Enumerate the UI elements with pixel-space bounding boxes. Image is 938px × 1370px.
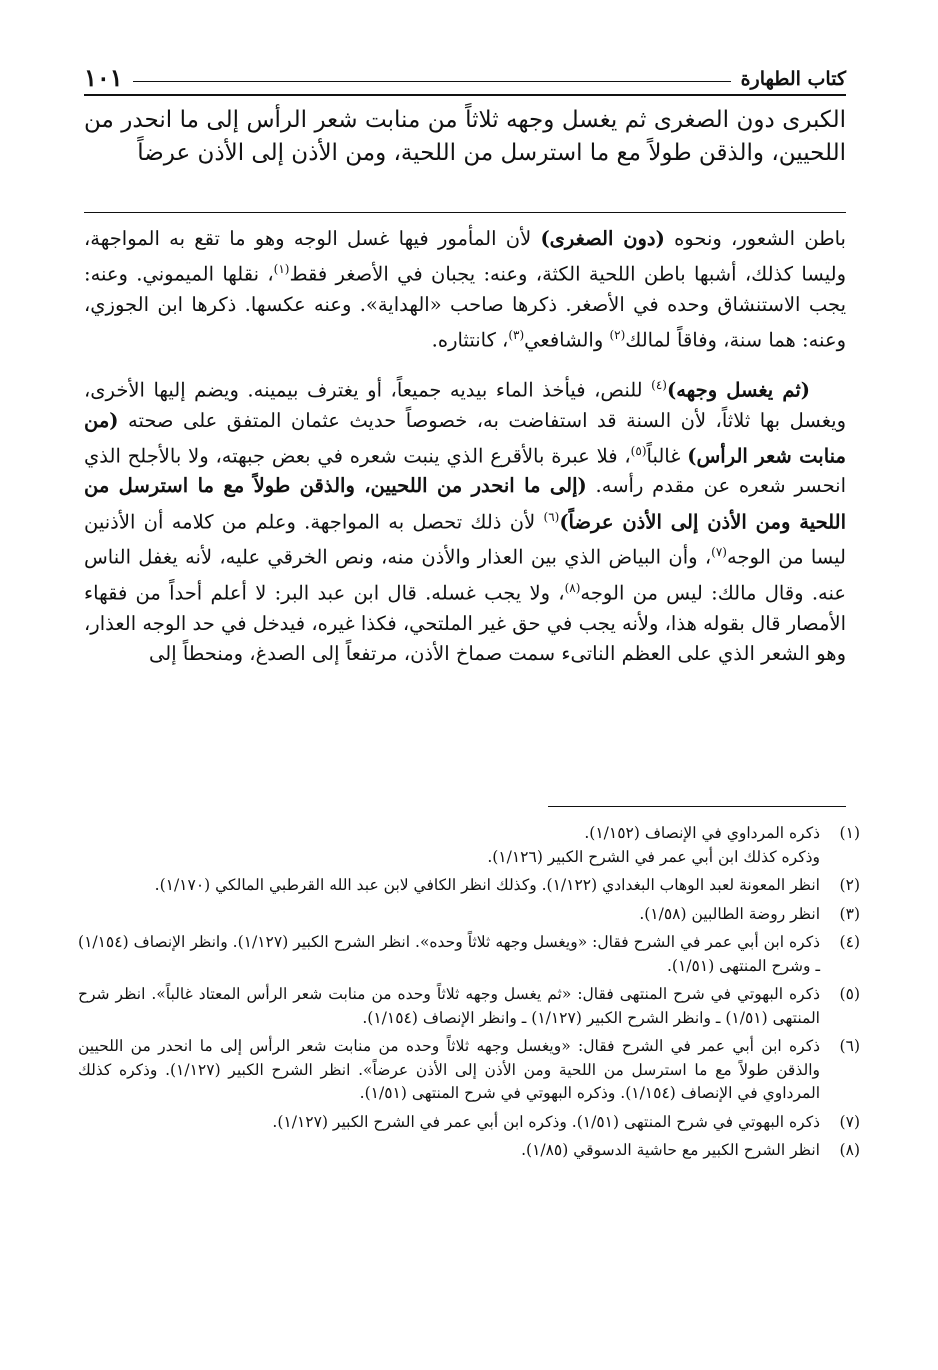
footnote-text: انظر الشرح الكبير مع حاشية الدسوقي (١/٨٥).	[521, 1141, 820, 1159]
commentary-paragraph-2	[84, 370, 846, 669]
book-title: كتاب الطهارة	[740, 68, 846, 90]
footnote-number: (٨)	[839, 1141, 860, 1159]
footnote	[78, 983, 860, 1030]
text-segment: والشافعي	[524, 328, 610, 352]
footnotes	[78, 822, 860, 1168]
footnote-line: وذكره كذلك ابن أبي عمر في الشرح الكبير (١/١٢٦).	[487, 847, 820, 866]
footnote-text: انظر روضة الطالبين (١/٥٨).	[639, 904, 820, 923]
main-text: الكبرى دون الصغرى ثم يغسل وجهه ثلاثاً من منابت شعر الرأس إلى ما انحدر من اللحيين، والذقن طولاً مع ما استرسل من اللحية، ومن الأذن إلى الأذن عرضاً	[84, 107, 846, 166]
footnote-ref[interactable]: (١)	[273, 262, 290, 277]
footnote-ref[interactable]: (٢)	[609, 328, 626, 343]
text-segment: للنص، فيأخذ الماء بيديه جميعاً، أو يغترف بيمينه. ويضم إليها الأخرى، ويغسل بها ثلاثاً، لأن السنة قد استفاضت به، خصوصاً حديث عثمان المتفق على صحته	[84, 378, 846, 432]
footnote	[78, 903, 860, 927]
footnote-ref[interactable]: (٥)	[630, 443, 647, 458]
bold-quote: (إلى ما انحدر من اللحيين، والذقن طولاً مع ما استرسل من اللحية ومن الأذن إلى الأذن عرضاً)	[84, 474, 846, 534]
footnote-number: (١)	[839, 824, 860, 842]
text-segment: لأن المأمور فيها غسل الوجه وهو ما تقع به المواجهة، وليسا كذلك، أشبها باطن اللحية الكثة، وعنه: يجبان في الأصغر فقط	[84, 227, 846, 286]
footnote	[78, 1035, 860, 1106]
footnote-number: (٧)	[839, 1112, 860, 1131]
text-segment: ، نقلها الميموني. وعنه: يجب الاستنشاق وحده في الأصغر. ذكرها صاحب «الهداية». وعنه عكسها. ذكرها ابن الجوزي، وعنه: هما سنة، وفاقاً لمالك	[84, 262, 846, 352]
text-segment: باطن الشعور، ونحوه	[664, 227, 846, 250]
footnote-line: ذكره المرداوي في الإنصاف (١/١٥٢).	[584, 824, 820, 842]
header-rule	[133, 81, 731, 82]
text-segment: لأن ذلك تحصل به المواجهة. وعلم من كلامه أن الأذنين ليسا من الوجه	[84, 510, 846, 569]
footnote	[78, 1111, 860, 1135]
footnote-text: ذكره ابن أبي عمر في الشرح فقال: «ويغسل وجهه ثلاثاً وحده من منابت شعر الرأس إلى ما انحدر من اللحيين والذقن طولاً مع ما استرسل من اللحية ومن الأذن إلى الأذن عرضاً». انظر الشرح الكبير (١/١٢٧). وذكره كذلك المرداوي في الإنصاف (١/١٥٤). وذكره البهوتي في شرح المنتهى (١/٥١).	[78, 1037, 820, 1102]
footnote-text	[78, 822, 820, 869]
footnote-number: (٥)	[839, 985, 860, 1003]
footnote	[78, 1139, 860, 1163]
text-segment: غالباً	[646, 444, 688, 468]
commentary-paragraph-1	[84, 224, 846, 356]
footnote	[78, 931, 860, 978]
footnote-ref[interactable]: (٧)	[711, 545, 727, 560]
footnote-ref[interactable]: (٨)	[564, 581, 581, 596]
footnote-number: (٤)	[839, 933, 860, 951]
footnote-text: ذكره البهوتي في شرح المنتهى فقال: «ثم يغسل وجهه ثلاثاً وحده من منابت شعر الرأس المعتاد غالباً». انظر شرح المنتهى (١/٥١) ـ وانظر الشرح الكبير (١/١٢٧) ـ وانظر الإنصاف (١/١٥٤).	[78, 985, 820, 1027]
footnote	[78, 874, 860, 898]
footnote-number: (٦)	[839, 1037, 860, 1055]
bold-quote: (دون الصغرى)	[540, 227, 665, 250]
footnote-number: (٢)	[839, 876, 860, 894]
text-segment: ، فلا عبرة بالأقرع الذي ينبت شعره في بعض جبهته، ولا بالأجلح الذي انحسر شعره عن مقدم رأسه.	[84, 444, 846, 498]
text-separator	[84, 212, 846, 213]
footnote-text: ذكره ابن أبي عمر في الشرح فقال: «ويغسل وجهه ثلاثاً وحده». انظر الشرح الكبير (١/١٢٧). وانظر الإنصاف (١/١٥٤) ـ وشرح المنتهى (١/٥١).	[78, 933, 820, 975]
commentary	[84, 224, 846, 669]
text-segment: ، كانتثاره.	[431, 328, 509, 352]
footnote-separator	[548, 806, 846, 807]
footnote-number: (٣)	[839, 904, 860, 923]
footnote	[78, 822, 860, 869]
footnote-ref[interactable]: (٤)	[651, 377, 667, 392]
bold-quote: (من منابت شعر الرأس)	[84, 408, 847, 468]
bold-quote: (ثم يغسل وجهه)	[666, 378, 810, 402]
footnote-ref[interactable]: (٣)	[508, 328, 525, 343]
page-header	[84, 48, 846, 96]
footnote-text: ذكره البهوتي في شرح المنتهى (١/٥١). وذكره ابن أبي عمر في الشرح الكبير (١/١٢٧).	[272, 1112, 820, 1131]
page-number: ١٠١	[84, 63, 123, 92]
text-segment: ، ولا يجب غسله. قال ابن عبد البر: لا أعلم أحداً من فقهاء الأمصار قال بقوله هذا، ولأنه يجب في حق غير الملتحي، فكذا غيره، فيدخل في حد الوجه العذار، وهو الشعر الذي على العظم الناتىء سمت صماخ الأذن، مرتفعاً إلى الصدغ، ومنحطاً إلى	[84, 581, 846, 665]
footnote-ref[interactable]: (٦)	[543, 509, 560, 524]
footnote-text: انظر المعونة لعبد الوهاب البغدادي (١/١٢٢). وكذلك انظر الكافي لابن عبد الله القرطبي المالكي (١/١٧٠).	[154, 876, 820, 894]
text-segment: ، وأن البياض الذي بين العذار والأذن منه، ونص الخرقي عليه، لأنه يغفل الناس عنه. وقال مالك: ليس من الوجه	[84, 545, 846, 605]
